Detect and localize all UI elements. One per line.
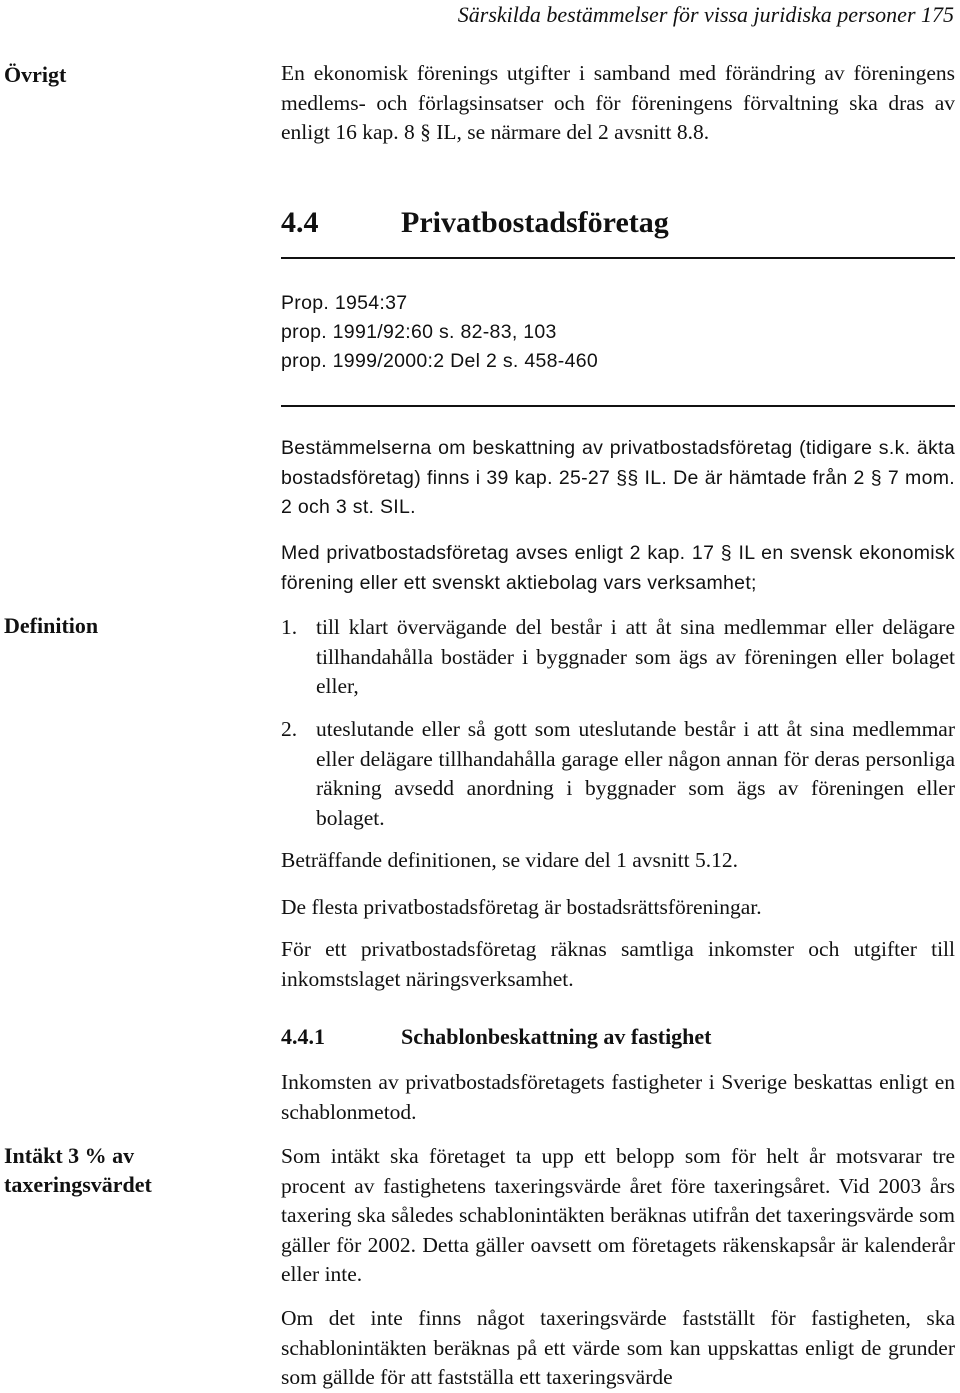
paragraph-som-intakt: Som intäkt ska företaget ta upp ett belopp som för helt år motsvarar tre procent av fastighetens taxeringsvärde året före taxeringsåret. Vid 2003 års taxering ska således schablonintäkten beräknas utifrån det taxeringsvärde som gäller för 2002. Detta gäller oavsett om företagets räkenskapsår är kalenderår eller inte. [281, 1144, 955, 1286]
list-item-text: till klart övervägande del består i att åt sina medlemmar eller delägare tillhandahålla bostäder i byggnader som ägs av föreningen eller bolaget eller, [316, 615, 955, 698]
paragraph-betraffande: Beträffande definitionen, se vidare del 1 avsnitt 5.12. [281, 848, 738, 872]
section-title: Privatbostadsföretag [401, 206, 669, 239]
paragraph-ovrigt: En ekonomisk förenings utgifter i samband med förändring av föreningens medlems- och förlagsinsatser och för föreningens förvaltning ska dras av enligt 16 kap. 8 § IL, se närmare del 2 avsnitt 8.8. [281, 61, 955, 144]
subsection-number: 4.4.1 [281, 1024, 325, 1049]
list-marker: 2. [281, 717, 298, 741]
reference-item: prop. 1999/2000:2 Del 2 s. 458-460 [281, 350, 599, 372]
reference-item: Prop. 1954:37 [281, 292, 408, 314]
paragraph-for-ett: För ett privatbostadsföretag räknas samtliga inkomster och utgifter till inkomstslaget näringsverksamhet. [281, 937, 955, 991]
list-item [281, 613, 955, 702]
section-heading [281, 206, 669, 240]
list-item [281, 715, 955, 833]
paragraph-med: Med privatbostadsföretag avses enligt 2 kap. 17 § IL en svensk ekonomisk förening eller ett svenskt aktiebolag vars verksamhet; [281, 542, 955, 594]
reference-item: prop. 1991/92:60 s. 82-83, 103 [281, 321, 557, 343]
margin-note-definition: Definition [4, 613, 99, 638]
margin-note-intakt: Intäkt 3 % av taxeringsvärdet [4, 1143, 152, 1197]
running-header: Särskilda bestämmelser för vissa juridiska personer 175 [457, 2, 954, 27]
subsection-title: Schablonbeskattning av fastighet [401, 1024, 712, 1049]
paragraph-inkomsten: Inkomsten av privatbostadsföretagets fastigheter i Sverige beskattas enligt en schablonmetod. [281, 1070, 955, 1124]
paragraph-bestammelser: Bestämmelserna om beskattning av privatbostadsföretag (tidigare s.k. äkta bostadsföretag) finns i 39 kap. 25-27 §§ IL. De är hämtade från 2 § 7 mom. 2 och 3 st. SIL. [281, 437, 955, 518]
section-rule-bottom [281, 405, 955, 407]
margin-note-ovrigt: Övrigt [4, 62, 67, 87]
paragraph-om-det: Om det inte finns något taxeringsvärde fastställt för fastigheten, ska schablonintäkten beräknas på ett värde som kan uppskattas enligt de grunder som gällde för att fastställa ett taxeringsvärde [281, 1306, 955, 1389]
paragraph-flesta: De flesta privatbostadsföretag är bostadsrättsföreningar. [281, 895, 762, 919]
references-list [281, 289, 598, 376]
section-number: 4.4 [281, 206, 319, 239]
list-item-text: uteslutande eller så gott som uteslutande består i att åt sina medlemmar eller delägare tillhandahålla garage eller någon annan för deras personliga räkning avsedd anordning i byggnader som ägs av föreningen eller bolaget. [316, 717, 955, 830]
subsection-heading [281, 1024, 712, 1050]
list-marker: 1. [281, 615, 298, 639]
section-rule-top [281, 257, 955, 259]
